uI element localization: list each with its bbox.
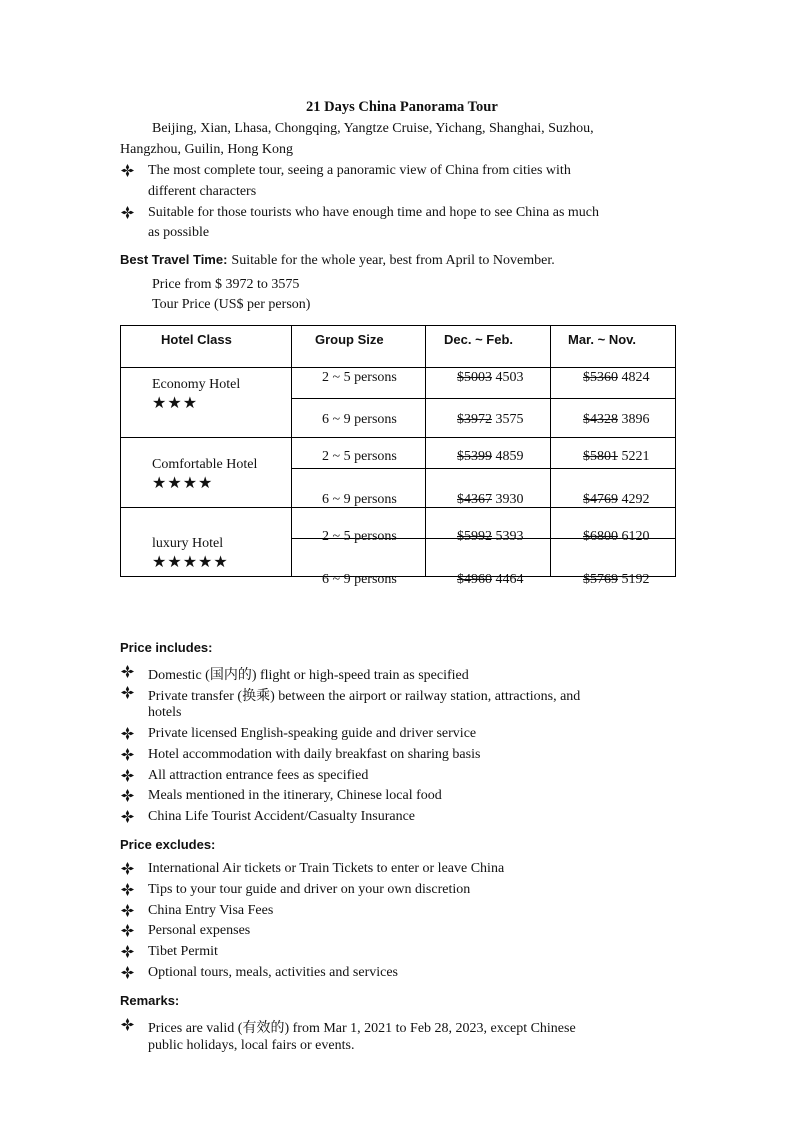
old-price: $5992 (457, 529, 492, 544)
price-cell-mar (583, 529, 650, 545)
excludes-heading: Price excludes: (120, 837, 216, 852)
excludes-item: Tibet Permit (148, 944, 218, 960)
diamond-bullet-icon (121, 686, 135, 700)
page-title: 21 Days China Panorama Tour (306, 99, 498, 115)
table-header-group-size: Group Size (315, 332, 384, 347)
old-price: $4960 (457, 572, 492, 587)
group-size-cell: 6 ~ 9 persons (322, 492, 397, 507)
old-price: $5360 (583, 370, 618, 385)
star-rating: ★★★ (152, 393, 199, 412)
new-price: 3575 (495, 412, 524, 427)
excludes-item: Optional tours, meals, activities and services (148, 965, 398, 980)
remarks-line-2: public holidays, local fairs or events. (148, 1038, 355, 1053)
star-rating: ★★★★ (152, 473, 214, 492)
remarks-heading: Remarks: (120, 993, 180, 1008)
highlight-2-line-2: as possible (148, 225, 210, 240)
cities-line-1: Beijing, Xian, Lhasa, Chongqing, Yangtze Cruise, Yichang, Shanghai, Suzhou, (152, 121, 594, 136)
highlight-1-line-2: different characters (148, 184, 257, 199)
diamond-bullet-icon (121, 810, 135, 824)
includes-heading: Price includes: (120, 640, 213, 655)
price-cell-mar (583, 412, 650, 428)
table-header-mar-nov: Mar. ~ Nov. (568, 332, 637, 347)
highlight-1-line-1: The most complete tour, seeing a panoramic view of China from cities with (148, 163, 571, 178)
new-price: 5192 (621, 572, 650, 587)
new-price: 5393 (495, 529, 524, 544)
diamond-bullet-icon (121, 966, 135, 980)
group-size-cell: 6 ~ 9 persons (322, 572, 397, 587)
excludes-item: Tips to your tour guide and driver on your own discretion (148, 881, 471, 897)
diamond-bullet-icon (121, 748, 135, 762)
includes-item: Hotel accommodation with daily breakfast on sharing basis (148, 746, 481, 762)
group-size-cell: 2 ~ 5 persons (322, 449, 397, 464)
table-rule (120, 437, 675, 438)
hotel-class-luxury: luxury Hotel (152, 536, 224, 551)
includes-item: Private transfer (换乘) between the airport or railway station, attractions, and (148, 688, 581, 704)
new-price: 5221 (621, 449, 650, 464)
price-cell-mar (583, 449, 650, 465)
table-header-hotel-class: Hotel Class (161, 332, 232, 347)
diamond-bullet-icon (121, 883, 135, 897)
old-price: $4328 (583, 412, 618, 427)
old-price: $5769 (583, 572, 618, 587)
old-price: $4769 (583, 492, 618, 507)
new-price: 4292 (621, 492, 650, 507)
new-price: 6120 (621, 529, 650, 544)
old-price: $6800 (583, 529, 618, 544)
table-rule (291, 468, 675, 469)
new-price: 4824 (621, 370, 650, 385)
diamond-bullet-icon (121, 945, 135, 959)
diamond-bullet-icon (121, 904, 135, 918)
table-rule (120, 325, 121, 577)
price-cell-mar (583, 492, 650, 508)
old-price: $5801 (583, 449, 618, 464)
includes-item: China Life Tourist Accident/Casualty Insurance (148, 808, 416, 824)
star-rating: ★★★★★ (152, 552, 229, 571)
new-price: 4503 (495, 370, 524, 385)
new-price: 4859 (495, 449, 524, 464)
table-rule (425, 325, 426, 577)
cities-line-2: Hangzhou, Guilin, Hong Kong (120, 142, 294, 157)
includes-item: Meals mentioned in the itinerary, Chinese local food (148, 788, 442, 804)
includes-item: Domestic (国内的) flight or high-speed train as specified (148, 668, 469, 683)
best-travel-label: Best Travel Time: (120, 252, 228, 267)
diamond-bullet-icon (121, 665, 135, 679)
price-cell-dec (457, 492, 524, 508)
tour-price-caption: Tour Price (US$ per person) (152, 297, 311, 312)
group-size-cell: 2 ~ 5 persons (322, 529, 397, 544)
diamond-bullet-icon (121, 789, 135, 803)
price-cell-mar (583, 572, 650, 588)
table-rule (120, 325, 675, 326)
includes-item: Private licensed English-speaking guide and driver service (148, 726, 477, 742)
best-travel-text: Suitable for the whole year, best from April to November. (231, 253, 555, 268)
old-price: $4367 (457, 492, 492, 507)
table-rule (291, 325, 292, 577)
old-price: $3972 (457, 412, 492, 427)
new-price: 3930 (495, 492, 524, 507)
includes-item-continuation: hotels (148, 705, 182, 721)
diamond-bullet-icon (121, 1018, 135, 1032)
table-header-dec-feb: Dec. ~ Feb. (444, 332, 513, 347)
price-cell-dec (457, 412, 524, 428)
old-price: $5003 (457, 370, 492, 385)
table-rule (550, 325, 551, 577)
diamond-bullet-icon (121, 924, 135, 938)
group-size-cell: 2 ~ 5 persons (322, 370, 397, 385)
excludes-item: Personal expenses (148, 923, 251, 939)
table-rule (675, 325, 676, 577)
excludes-item: International Air tickets or Train Tickets to enter or leave China (148, 861, 505, 876)
table-rule (120, 367, 675, 368)
price-cell-dec (457, 529, 524, 545)
price-cell-mar (583, 370, 650, 386)
table-rule (291, 398, 675, 399)
includes-item: All attraction entrance fees as specified (148, 767, 369, 783)
price-cell-dec (457, 449, 524, 465)
diamond-bullet-icon (121, 862, 135, 876)
group-size-cell: 6 ~ 9 persons (322, 412, 397, 427)
new-price: 4464 (495, 572, 524, 587)
hotel-class-comfortable: Comfortable Hotel (152, 457, 258, 472)
new-price: 3896 (621, 412, 650, 427)
excludes-item: China Entry Visa Fees (148, 902, 274, 918)
hotel-class-economy: Economy Hotel (152, 377, 241, 392)
diamond-bullet-icon (121, 727, 135, 741)
highlight-2-line-1: Suitable for those tourists who have enough time and hope to see China as much (148, 205, 600, 220)
remarks-line-1: Prices are valid (有效的) from Mar 1, 2021 to Feb 28, 2023, except Chinese (148, 1021, 576, 1036)
old-price: $5399 (457, 449, 492, 464)
diamond-bullet-icon (121, 769, 135, 783)
price-from: Price from $ 3972 to 3575 (152, 277, 300, 292)
price-cell-dec (457, 370, 524, 386)
price-cell-dec (457, 572, 524, 588)
